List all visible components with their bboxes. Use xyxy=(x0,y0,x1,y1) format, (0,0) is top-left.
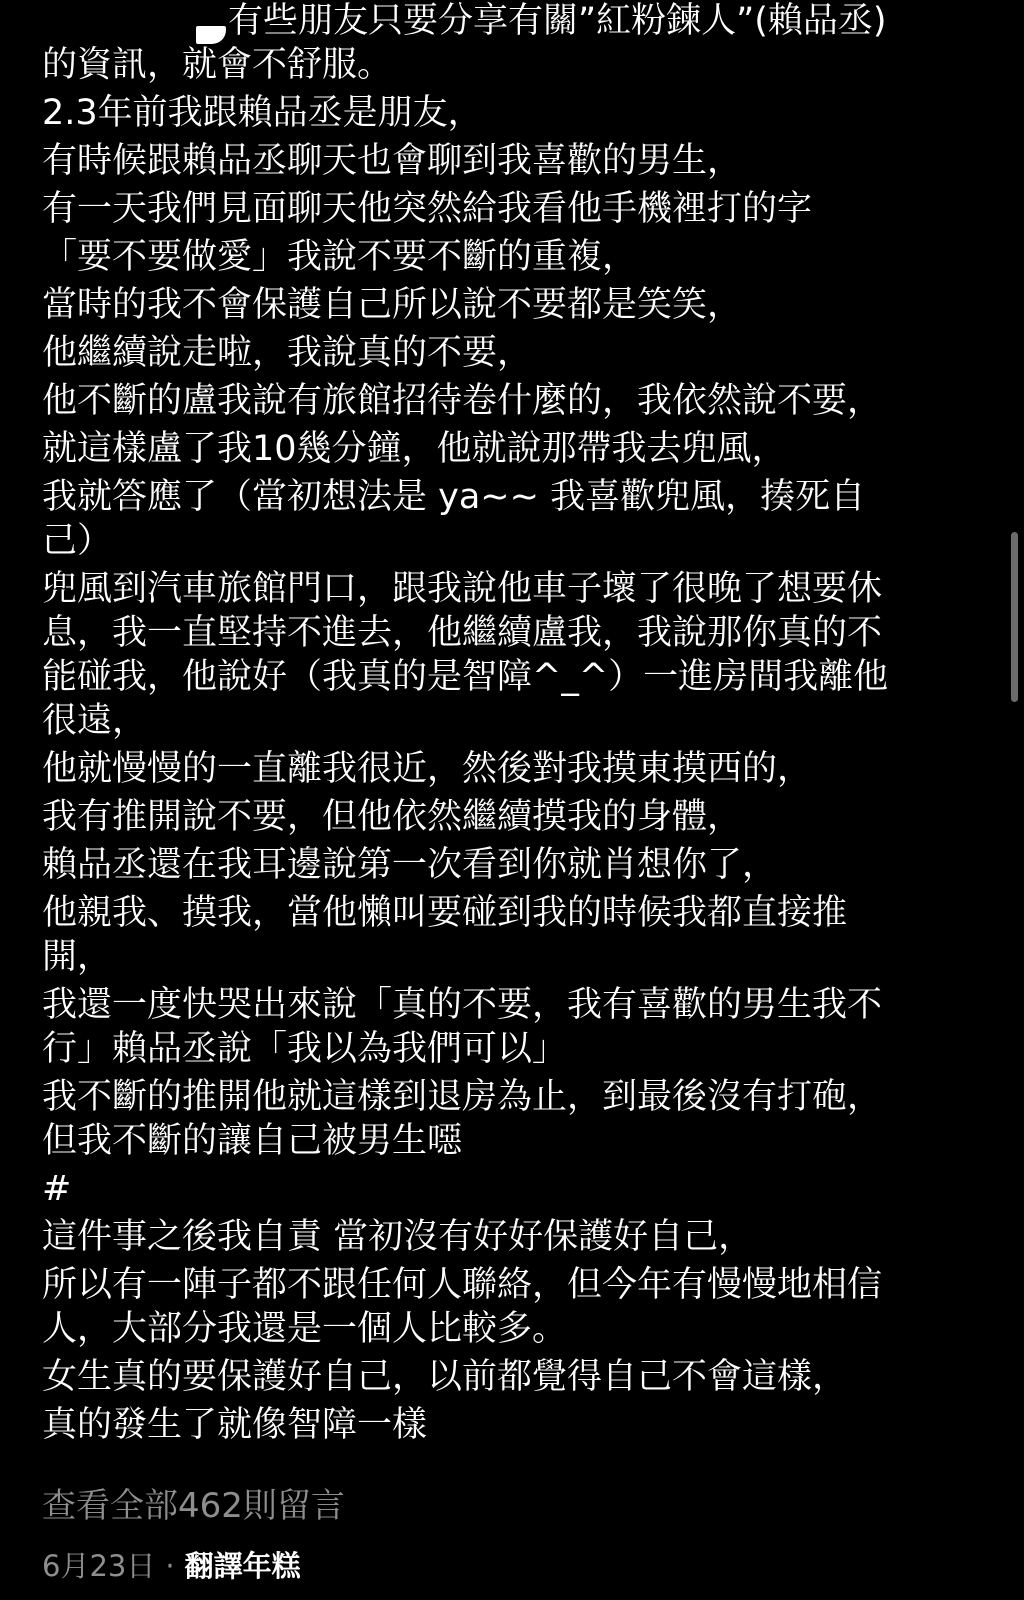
caption-line: 有些朋友只要分享有關”紅粉鍊人”(賴品丞) xyxy=(228,1,887,41)
caption-line: 他繼續說走啦，我說真的不要， xyxy=(42,333,533,373)
caption-line: 這件事之後我自責 當初沒有好好保護好自己， xyxy=(42,1217,754,1257)
caption-line: 他不斷的盧我說有旅館招待卷什麼的，我依然說不要， xyxy=(42,381,883,421)
caption-line: 息，我一直堅持不進去，他繼續盧我，我說那你真的不 xyxy=(42,613,883,653)
view-all-comments-link[interactable]: 查看全部462則留言 xyxy=(42,1486,345,1526)
caption-line: 行」賴品丞說「我以為我們可以」 xyxy=(42,1029,568,1069)
caption-line: 但我不斷的讓自己被男生噁 xyxy=(42,1121,463,1161)
scrollbar[interactable] xyxy=(1011,532,1018,702)
caption-line: 所以有一陣子都不跟任何人聯絡，但今年有慢慢地相信 xyxy=(42,1265,883,1305)
caption-line: 有一天我們見面聊天他突然給我看他手機裡打的字 xyxy=(42,189,813,229)
caption-line: 「要不要做愛」我說不要不斷的重複， xyxy=(42,237,638,277)
caption-line: 很遠， xyxy=(42,701,148,741)
post-date: 6月23日 xyxy=(42,1549,156,1583)
caption-line: 開， xyxy=(42,937,113,977)
hashtag-line: # xyxy=(42,1169,72,1209)
caption-line: 我有推開說不要，但他依然繼續摸我的身體， xyxy=(42,797,743,837)
caption-line: 己） xyxy=(42,521,113,561)
cropped-avatar xyxy=(196,26,226,44)
post-meta xyxy=(42,1548,301,1584)
caption-line: 真的發生了就像智障一樣 xyxy=(42,1405,428,1445)
caption-line: 的資訊，就會不舒服。 xyxy=(42,45,393,85)
caption-line: 他就慢慢的一直離我很近，然後對我摸東摸西的， xyxy=(42,749,813,789)
caption-line: 當時的我不會保護自己所以說不要都是笑笑， xyxy=(42,285,743,325)
caption-line: 人，大部分我還是一個人比較多。 xyxy=(42,1309,568,1349)
separator-dot: · xyxy=(165,1549,175,1583)
caption-line: 有時候跟賴品丞聊天也會聊到我喜歡的男生， xyxy=(42,141,743,181)
caption-line: 我還一度快哭出來說「真的不要，我有喜歡的男生我不 xyxy=(42,985,883,1025)
caption-line: 我就答應了（當初想法是 ya~~ 我喜歡兜風，揍死自 xyxy=(42,477,866,517)
caption-line: 兜風到汽車旅館門口，跟我說他車子壞了很晚了想要休 xyxy=(42,569,883,609)
caption-line: 2.3年前我跟賴品丞是朋友， xyxy=(42,93,483,133)
caption-line: 能碰我，他說好（我真的是智障^_^）一進房間我離他 xyxy=(42,657,889,697)
caption-line: 女生真的要保護好自己，以前都覺得自己不會這樣， xyxy=(42,1357,848,1397)
caption-line: 賴品丞還在我耳邊說第一次看到你就肖想你了， xyxy=(42,845,778,885)
caption-line: 他親我、摸我，當他懶叫要碰到我的時候我都直接推 xyxy=(42,893,848,933)
caption-line: 我不斷的推開他就這樣到退房為止，到最後沒有打砲， xyxy=(42,1077,883,1117)
translate-button[interactable]: 翻譯年糕 xyxy=(184,1549,301,1583)
caption-line: 就這樣盧了我10幾分鐘，他就說那帶我去兜風， xyxy=(42,429,787,469)
